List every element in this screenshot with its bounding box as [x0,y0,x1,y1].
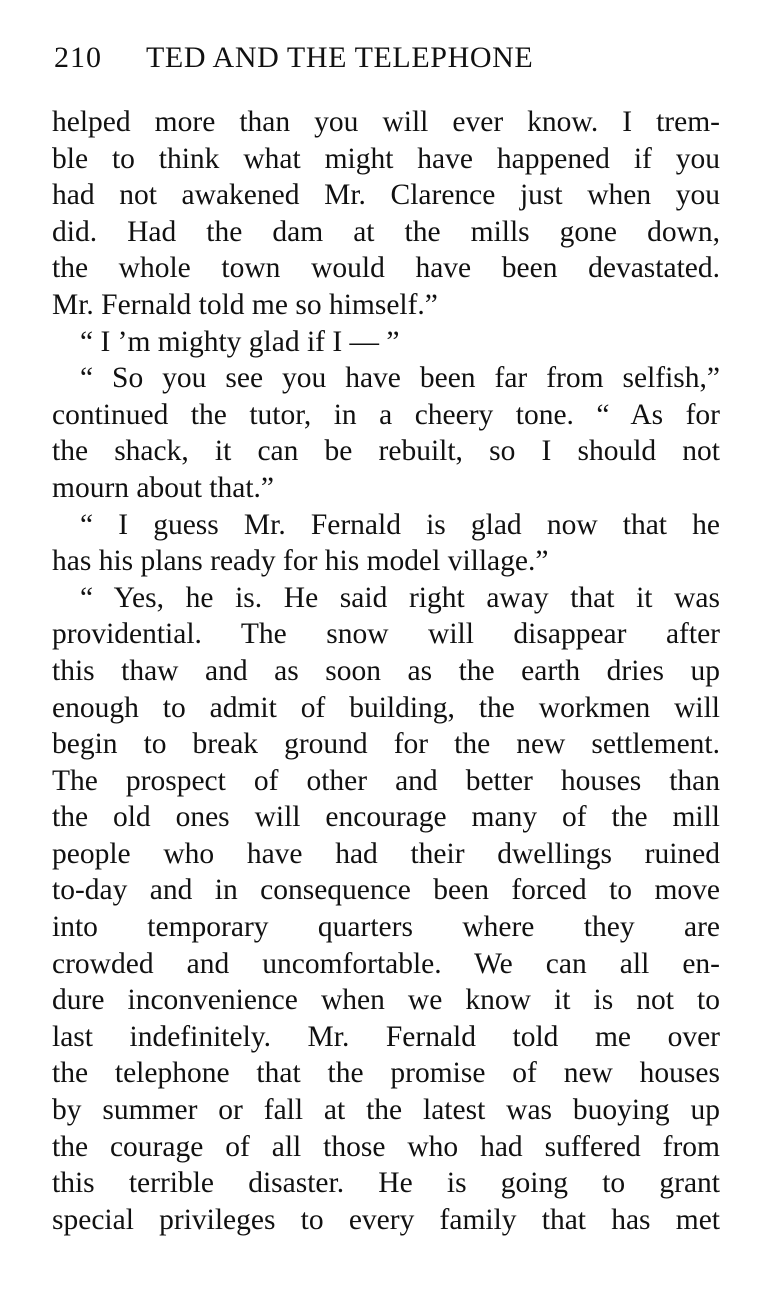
text-line: did. Had the dam at the mills gone down, [52,215,720,248]
text-line: people who have had their dwellings ruined [52,837,720,870]
text-line: Mr. Fernald told me so himself.” [52,288,438,321]
text-line: dure inconvenience when we know it is not to [52,984,720,1017]
running-head [54,38,734,78]
text-line: into temporary quarters where they are [52,911,720,944]
text-line: “ I ’m mighty glad if I — ” [80,325,400,358]
text-line: by summer or fall at the latest was buoying up [52,1094,720,1127]
text-line: “ Yes, he is. He said right away that it was [80,581,720,614]
text-line: the old ones will encourage many of the mill [52,801,720,834]
text-line: crowded and uncomfortable. We can all en- [52,947,720,980]
text-line: special privileges to every family that has met [52,1203,720,1236]
text-line: had not awakened Mr. Clarence just when you [52,179,720,212]
text-line: to-day and in consequence been forced to move [52,874,720,907]
text-line: enough to admit of building, the workmen will [52,691,720,724]
text-line: The prospect of other and better houses than [52,764,720,797]
text-line: the shack, it can be rebuilt, so I should not [52,435,720,468]
text-line: last indefinitely. Mr. Fernald told me over [52,1020,720,1053]
text-line: begin to break ground for the new settlement. [52,728,720,761]
text-line: providential. The snow will disappear after [52,618,720,651]
text-line: has his plans ready for his model village.” [52,545,549,578]
text-line: “ So you see you have been far from selfish,” [80,362,720,395]
page-number: 210 [54,41,102,74]
text-line: the telephone that the promise of new houses [52,1057,720,1090]
text-line: this thaw and as soon as the earth dries up [52,654,720,687]
text-line: ble to think what might have happened if you [52,142,720,175]
text-line: helped more than you will ever know. I trem- [52,106,720,138]
text-line: this terrible disaster. He is going to grant [52,1167,720,1200]
text-line: the whole town would have been devastated. [52,252,720,285]
body-text [52,104,720,1238]
running-title: TED AND THE TELEPHONE [146,41,534,74]
text-line: mourn about that.” [52,471,275,504]
text-line: continued the tutor, in a cheery tone. “ As for [52,398,720,431]
text-line: “ I guess Mr. Fernald is glad now that he [80,508,720,541]
text-line: the courage of all those who had suffered from [52,1130,720,1163]
